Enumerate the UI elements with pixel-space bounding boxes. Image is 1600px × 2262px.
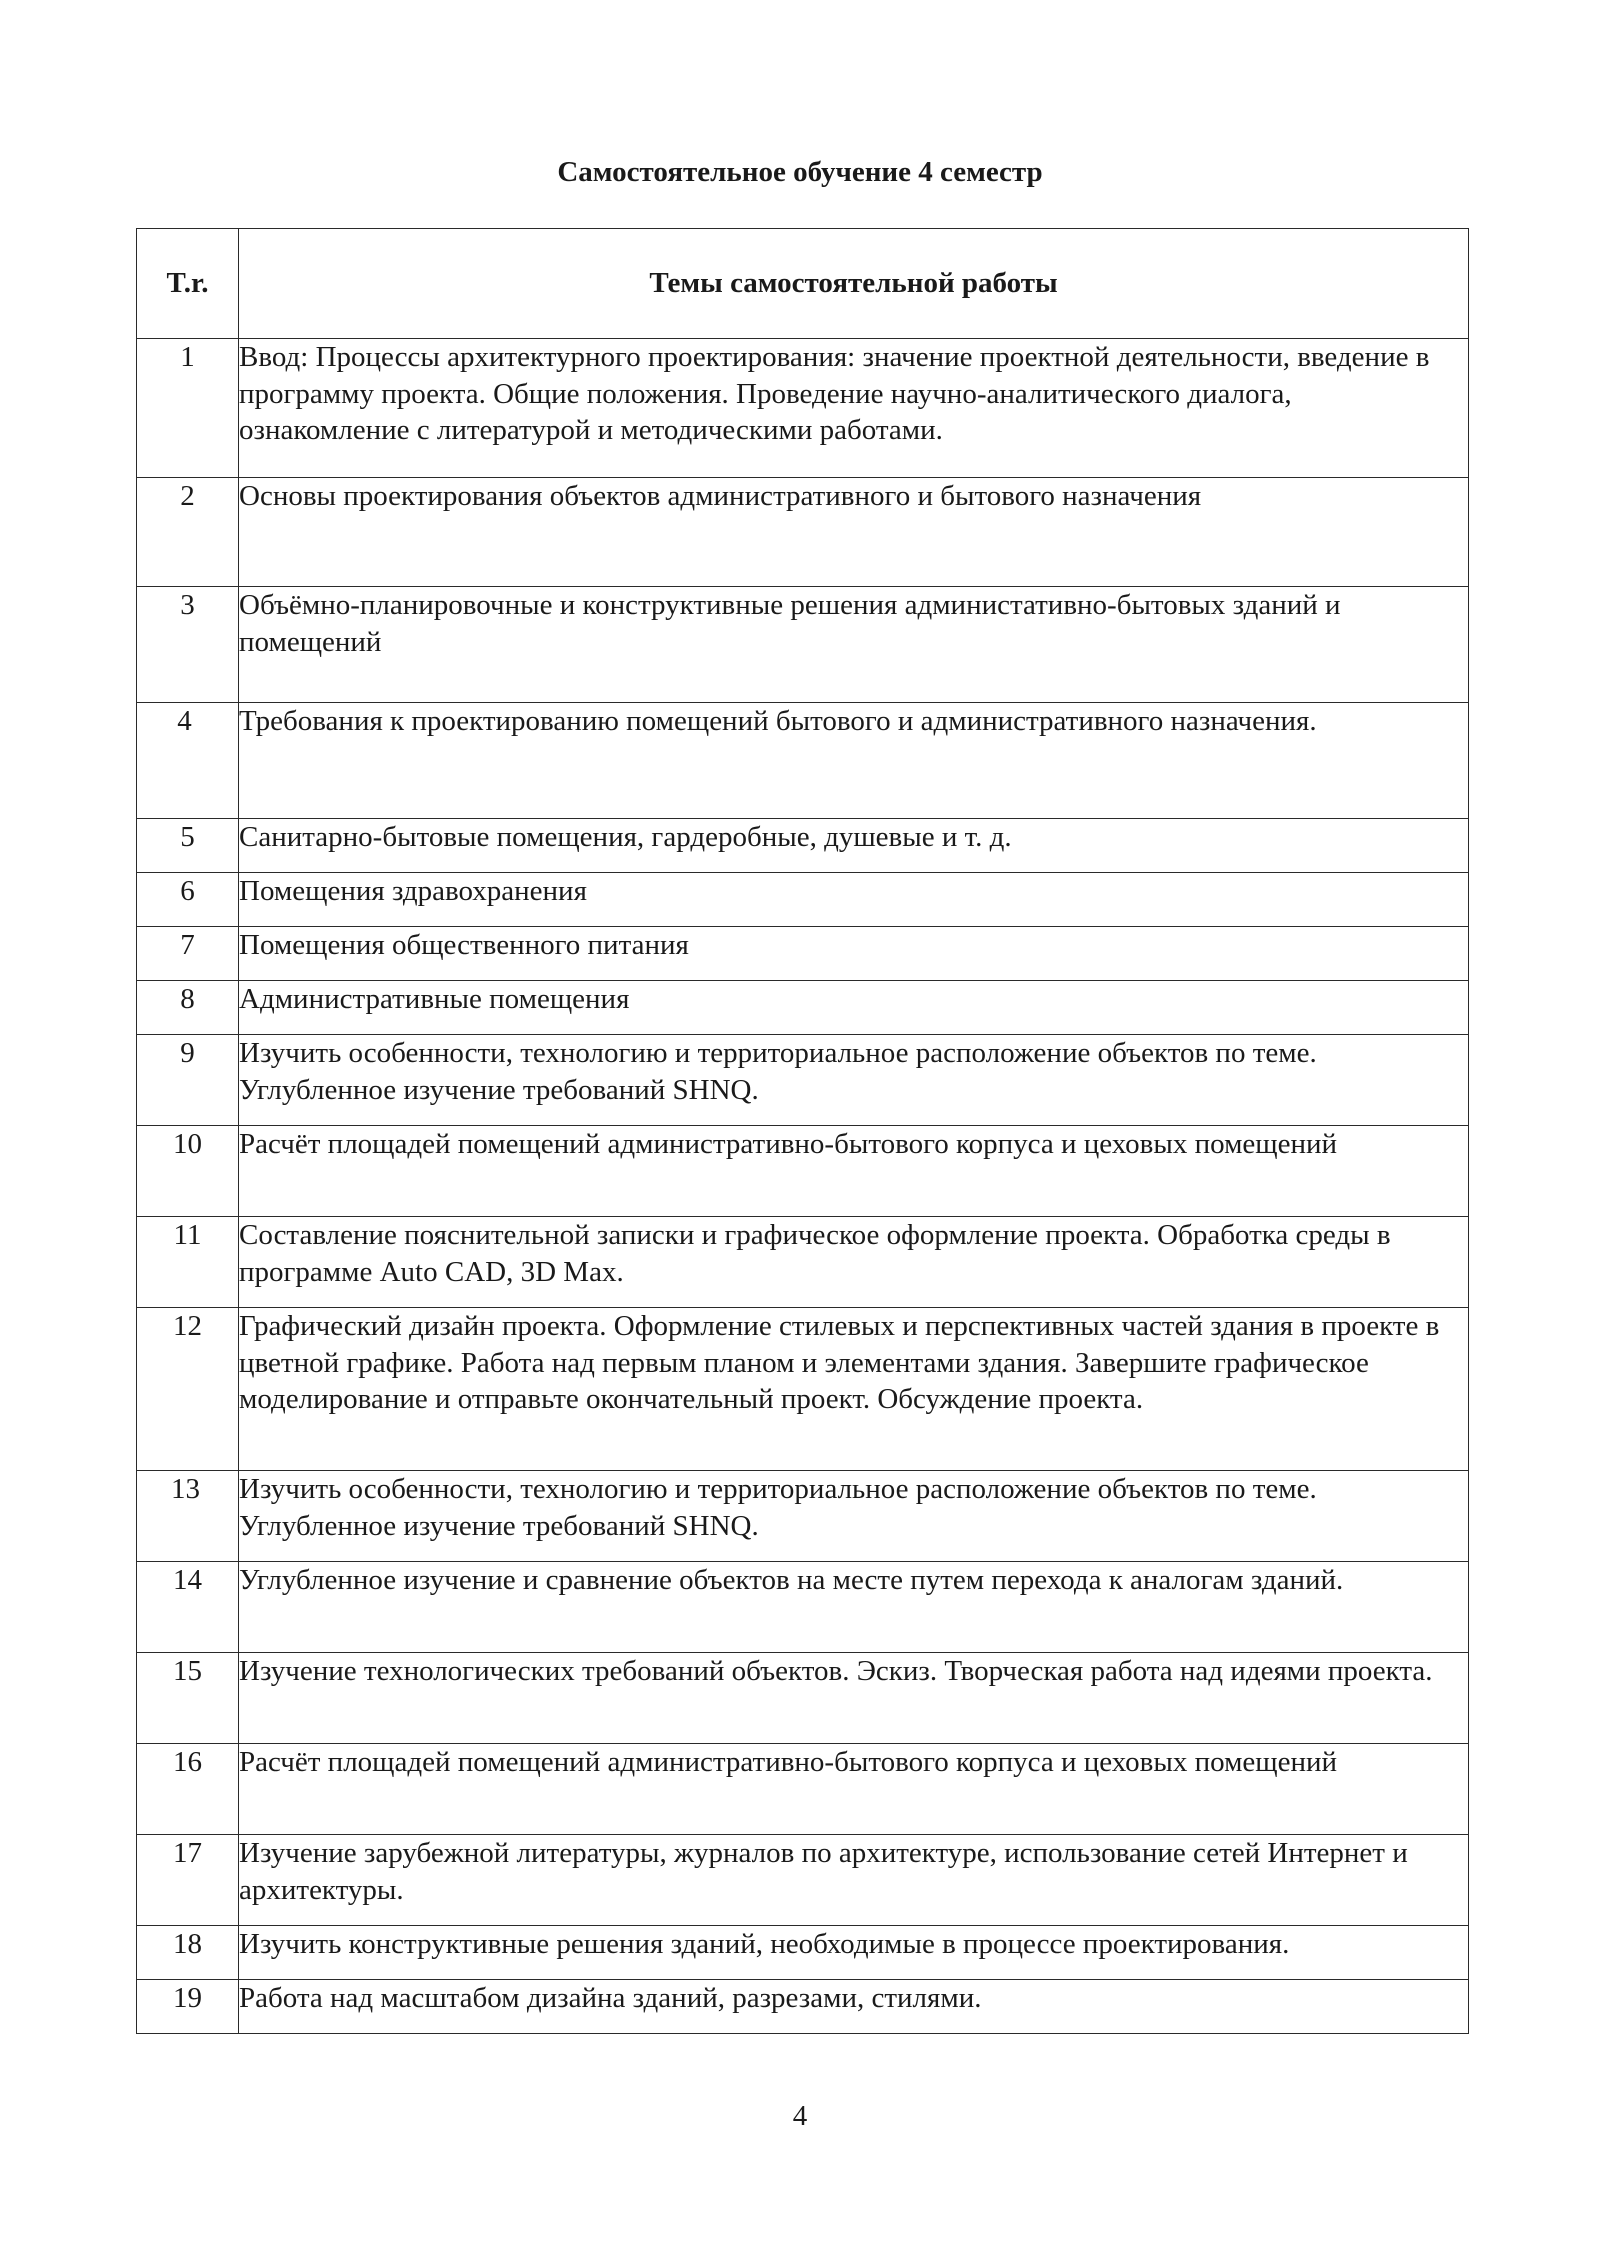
row-number: 18 (137, 1926, 239, 1980)
page-number: 4 (792, 2100, 808, 2132)
row-topic: Графический дизайн проекта. Оформление стилевых и перспективных частей здания в проекте в цветной графике. Работа над первым планом и элементами здания. Завершите графическое моделирование и отправьте окончательный проект. Обсуждение проекта. (239, 1308, 1469, 1471)
row-topic: Санитарно-бытовые помещения, гардеробные, душевые и т. д. (239, 819, 1469, 873)
table-row (137, 873, 1469, 927)
row-number: 10 (137, 1126, 239, 1217)
table-row (137, 1126, 1469, 1217)
table-row (137, 927, 1469, 981)
row-number: 3 (137, 587, 239, 703)
table-row (137, 1471, 1469, 1562)
row-number: 12 (137, 1308, 239, 1471)
table-row (137, 1835, 1469, 1926)
row-number: 19 (137, 1980, 239, 2034)
row-number: 9 (137, 1035, 239, 1126)
row-number: 7 (137, 927, 239, 981)
table-row (137, 1035, 1469, 1126)
row-number: 16 (137, 1744, 239, 1835)
table-row (137, 1980, 1469, 2034)
row-topic: Ввод: Процессы архитектурного проектирования: значение проектной деятельности, введение в программу проекта. Общие положения. Проведение научно-аналитического диалога, ознакомление с литературой и методическими работами. (239, 339, 1469, 478)
table-row (137, 981, 1469, 1035)
row-topic: Изучение зарубежной литературы, журналов по архитектуре, использование сетей Интернет и архитектуры. (239, 1835, 1469, 1926)
table-row (137, 1217, 1469, 1308)
row-number: 13 (137, 1471, 239, 1562)
table-row (137, 478, 1469, 587)
page-title: Самостоятельное обучение 4 семестр (557, 156, 1043, 188)
topics-table (136, 228, 1469, 2034)
table-row (137, 1653, 1469, 1744)
row-number: 2 (137, 478, 239, 587)
row-topic: Составление пояснительной записки и графическое оформление проекта. Обработка среды в программе Auto CAD, 3D Max. (239, 1217, 1469, 1308)
table-row (137, 703, 1469, 819)
row-number: 6 (137, 873, 239, 927)
table-row (137, 1562, 1469, 1653)
table-row (137, 587, 1469, 703)
row-topic: Углубленное изучение и сравнение объектов на месте путем перехода к аналогам зданий. (239, 1562, 1469, 1653)
row-number: 8 (137, 981, 239, 1035)
table-row (137, 1744, 1469, 1835)
row-number: 4 (137, 703, 239, 819)
row-number: 1 (137, 339, 239, 478)
table-row (137, 1308, 1469, 1471)
row-number: 11 (137, 1217, 239, 1308)
table-row (137, 339, 1469, 478)
table-row (137, 819, 1469, 873)
row-topic: Расчёт площадей помещений административно-бытового корпуса и цеховых помещений (239, 1744, 1469, 1835)
table-body (137, 339, 1469, 2034)
row-topic: Административные помещения (239, 981, 1469, 1035)
header-topic: Темы самостоятельной работы (239, 229, 1469, 339)
row-topic: Объёмно-планировочные и конструктивные решения администативно-бытовых зданий и помещений (239, 587, 1469, 703)
row-topic: Расчёт площадей помещений административно-бытового корпуса и цеховых помещений (239, 1126, 1469, 1217)
row-topic: Основы проектирования объектов административного и бытового назначения (239, 478, 1469, 587)
table-header-row (137, 229, 1469, 339)
row-topic: Помещения здравохранения (239, 873, 1469, 927)
row-topic: Изучение технологических требований объектов. Эскиз. Творческая работа над идеями проекта. (239, 1653, 1469, 1744)
table-row (137, 1926, 1469, 1980)
header-number: T.r. (137, 229, 239, 339)
row-topic: Изучить особенности, технологию и территориальное расположение объектов по теме. Углубленное изучение требований SHNQ. (239, 1035, 1469, 1126)
row-number: 15 (137, 1653, 239, 1744)
row-topic: Работа над масштабом дизайна зданий, разрезами, стилями. (239, 1980, 1469, 2034)
row-topic: Изучить конструктивные решения зданий, необходимые в процессе проектирования. (239, 1926, 1469, 1980)
row-number: 5 (137, 819, 239, 873)
row-topic: Требования к проектированию помещений бытового и административного назначения. (239, 703, 1469, 819)
row-topic: Помещения общественного питания (239, 927, 1469, 981)
row-topic: Изучить особенности, технологию и территориальное расположение объектов по теме. Углубленное изучение требований SHNQ. (239, 1471, 1469, 1562)
row-number: 17 (137, 1835, 239, 1926)
row-number: 14 (137, 1562, 239, 1653)
